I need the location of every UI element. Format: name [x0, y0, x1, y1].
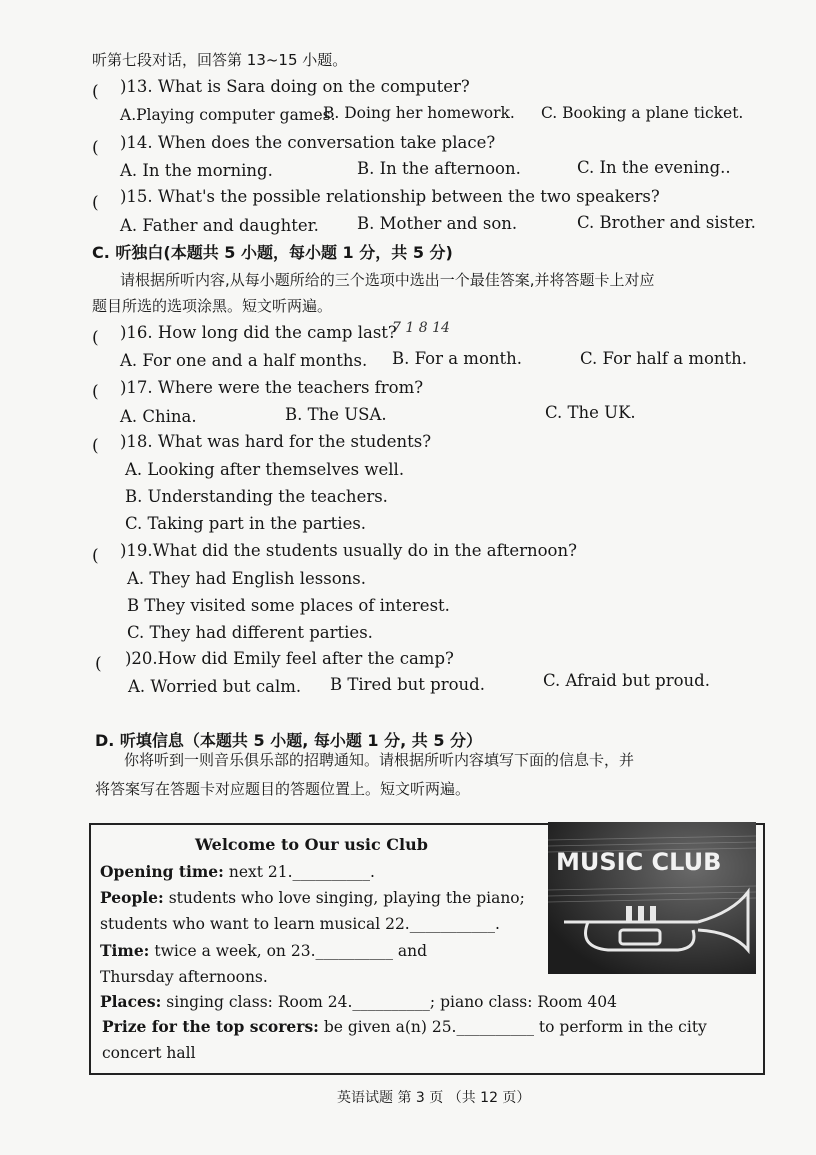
time-blank-23: twice a week, on 23.__________ and [154, 942, 428, 960]
card-people-line [100, 888, 525, 908]
answer-paren-17: ( [92, 382, 99, 402]
section-d-title: D. 听填信息（本题共 5 小题, 每小题 1 分, 共 5 分） [95, 731, 483, 750]
trumpet-icon [548, 822, 756, 974]
answer-paren-14: ( [92, 138, 99, 158]
q20-option-c: C. Afraid but proud. [543, 671, 710, 690]
q13-option-a: A.Playing computer games. [120, 106, 336, 124]
q20-option-a: A. Worried but calm. [128, 677, 302, 696]
q19-option-c: C. They had different parties. [127, 623, 373, 642]
answer-paren-13: ( [92, 82, 99, 102]
section-b7-intro: 听第七段对话，回答第 13~15 小题。 [92, 51, 348, 69]
answer-paren-20: ( [95, 654, 102, 674]
q18-option-a: A. Looking after themselves well. [125, 460, 405, 479]
q13-stem: )13. What is Sara doing on the computer? [120, 77, 470, 96]
q13-option-b: B. Doing her homework. [323, 104, 515, 122]
prize-text-2: concert hall [102, 1044, 196, 1062]
q16-handwritten-note: 7 1 8 14 [392, 320, 450, 336]
q18-stem: )18. What was hard for the students? [120, 432, 432, 451]
q15-option-c: C. Brother and sister. [577, 213, 756, 232]
q16-stem: )16. How long did the camp last? [120, 323, 397, 342]
q15-stem: )15. What's the possible relationship between the two speakers? [120, 187, 660, 206]
opening-time-blank-21: next 21.__________. [228, 863, 375, 881]
q20-stem: )20.How did Emily feel after the camp? [125, 649, 454, 668]
q17-option-c: C. The UK. [545, 403, 636, 422]
q13-option-c: C. Booking a plane ticket. [541, 104, 744, 122]
q19-stem: )19.What did the students usually do in the afternoon? [120, 541, 577, 560]
music-club-image-text: MUSIC CLUB [556, 848, 722, 876]
q19-option-b: B They visited some places of interest. [127, 596, 450, 615]
people-blank-22: students who want to learn musical 22.___________. [100, 915, 500, 933]
places-label: Places: [100, 992, 162, 1011]
page-footer: 英语试题 第 3 页 （共 12 页） [337, 1090, 531, 1106]
section-c-instructions-1: 请根据所听内容,从每小题所给的三个选项中选出一个最佳答案,并将答题卡上对应 [120, 271, 655, 289]
opening-time-label: Opening time: [100, 862, 224, 881]
q18-option-b: B. Understanding the teachers. [125, 487, 388, 506]
section-c-title: C. 听独白(本题共 5 小题，每小题 1 分，共 5 分) [92, 243, 453, 262]
q14-option-a: A. In the morning. [120, 161, 273, 180]
time-text-2: Thursday afternoons. [100, 968, 268, 986]
q16-option-c: C. For half a month. [580, 349, 748, 368]
answer-paren-15: ( [92, 193, 99, 213]
q14-stem: )14. When does the conversation take place? [120, 133, 496, 152]
q16-option-b: B. For a month. [392, 349, 523, 368]
q17-stem: )17. Where were the teachers from? [120, 378, 424, 397]
q18-option-c: C. Taking part in the parties. [125, 514, 367, 533]
section-d-instructions-1: 你将听到一则音乐俱乐部的招聘通知。请根据所听内容填写下面的信息卡，并 [124, 751, 635, 769]
answer-paren-16: ( [92, 328, 99, 348]
q14-option-c: C. In the evening.. [577, 158, 731, 177]
music-club-image [548, 822, 756, 974]
card-title: Welcome to Our usic Club [195, 835, 428, 854]
q15-option-a: A. Father and daughter. [120, 216, 319, 235]
time-label: Time: [100, 941, 150, 960]
prize-blank-25: be given a(n) 25.__________ to perform in the city [323, 1018, 707, 1036]
people-text: students who love singing, playing the piano; [168, 889, 525, 907]
prize-label: Prize for the top scorers: [102, 1017, 319, 1036]
card-time-line [100, 941, 427, 961]
q16-option-a: A. For one and a half months. [120, 351, 368, 370]
section-d-instructions-2: 将答案写在答题卡对应题目的答题位置上。短文听两遍。 [95, 780, 471, 798]
card-prize-line [102, 1017, 707, 1037]
answer-paren-19: ( [92, 546, 99, 566]
people-label: People: [100, 888, 164, 907]
q17-option-a: A. China. [120, 407, 197, 426]
card-places-line [100, 992, 617, 1012]
card-opening-line [100, 862, 375, 882]
q15-option-b: B. Mother and son. [357, 214, 518, 233]
q17-option-b: B. The USA. [285, 405, 387, 424]
places-blank-24: singing class: Room 24.__________; piano class: Room 404 [166, 993, 617, 1011]
answer-paren-18: ( [92, 436, 99, 456]
q14-option-b: B. In the afternoon. [357, 159, 521, 178]
section-c-instructions-2: 题目所选的选项涂黑。短文听两遍。 [92, 297, 333, 315]
q20-option-b: B Tired but proud. [330, 675, 485, 694]
q19-option-a: A. They had English lessons. [127, 569, 367, 588]
